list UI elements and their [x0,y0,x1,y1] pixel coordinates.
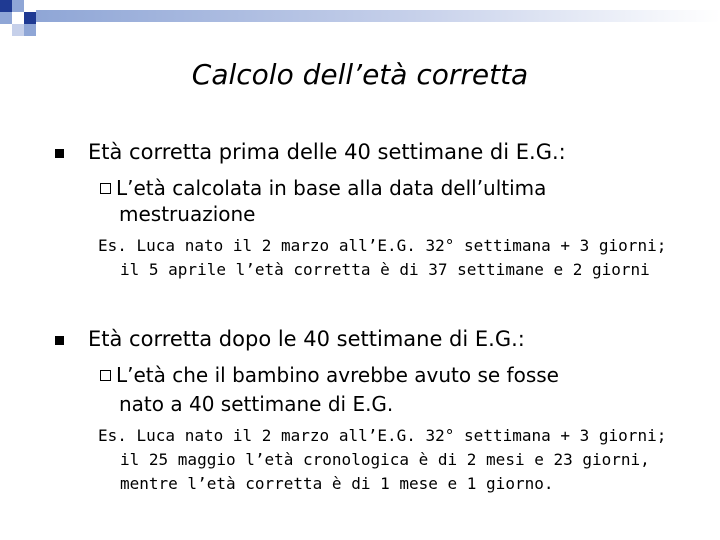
slide-title: Calcolo dell’età corretta [191,58,529,91]
decoration-square [0,0,12,12]
bullet-square-icon [55,336,64,345]
bullet-1-sub-line2: mestruazione [119,202,256,226]
bullet-2-sub [100,362,559,388]
bullet-1-sub-line1: L’età calcolata in base alla data dell’ultima [116,176,547,200]
bullet-1-example-line1: Es. Luca nato il 2 marzo all’E.G. 32° settimana + 3 giorni; [98,236,667,255]
bullet-square-icon [55,149,64,158]
bullet-2-example-line1: Es. Luca nato il 2 marzo all’E.G. 32° settimana + 3 giorni; [98,426,667,445]
decoration-square [12,0,24,12]
bullet-2-example-line2: il 25 maggio l’età cronologica è di 2 mesi e 23 giorni, [120,450,650,469]
bullet-2-example-line3: mentre l’età corretta è di 1 mese e 1 giorno. [120,474,554,493]
decoration-square [12,24,24,36]
decoration-square [24,12,36,24]
hollow-square-bullet-icon [100,183,111,194]
bullet-2-sub-line1: L’età che il bambino avrebbe avuto se fosse [116,363,559,387]
hollow-square-bullet-icon [100,370,111,381]
decoration-square [24,24,36,36]
top-gradient-bar [36,10,720,22]
decoration-square [0,12,12,24]
bullet-1-sub [100,175,546,201]
bullet-2-text: Età corretta dopo le 40 settimane di E.G.: [88,327,525,351]
bullet-1-example-line2: il 5 aprile l’età corretta è di 37 settimane e 2 giorni [120,260,650,279]
bullet-2-sub-line2: nato a 40 settimane di E.G. [119,392,394,416]
bullet-1-text: Età corretta prima delle 40 settimane di E.G.: [88,140,566,164]
